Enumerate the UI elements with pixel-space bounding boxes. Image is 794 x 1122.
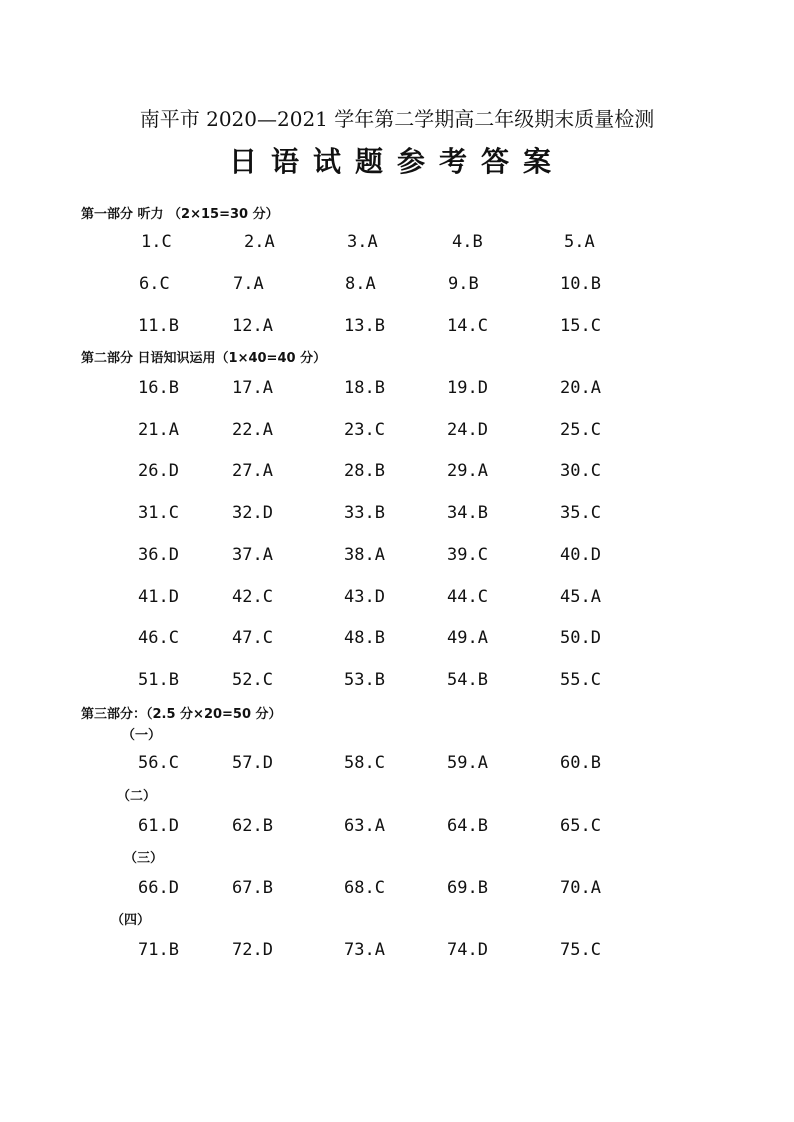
- answer-item: 17.A: [232, 378, 273, 398]
- answer-item: 55.C: [560, 670, 601, 690]
- answer-item: 59.A: [447, 753, 488, 773]
- answer-item: 10.B: [560, 274, 601, 294]
- answer-item: 52.C: [232, 670, 273, 690]
- answer-item: 70.A: [560, 878, 601, 898]
- answer-item: 71.B: [138, 940, 179, 960]
- answer-item: 72.D: [232, 940, 273, 960]
- answer-item: 2.A: [244, 232, 275, 252]
- answer-item: 24.D: [447, 420, 488, 440]
- answer-item: 12.A: [232, 316, 273, 336]
- sub-section-label: （四）: [111, 913, 151, 928]
- section-3-title: 第三部分：（2.5 分×20=50 分）: [81, 707, 282, 722]
- answer-item: 50.D: [560, 628, 601, 648]
- answer-item: 57.D: [232, 753, 273, 773]
- document-title: 日语试题参考答案: [228, 145, 565, 178]
- answer-row: [0, 628, 794, 652]
- answer-row: [0, 587, 794, 611]
- answer-item: 48.B: [344, 628, 385, 648]
- answer-row: [0, 420, 794, 444]
- answer-row: [0, 316, 794, 340]
- answer-item: 13.B: [344, 316, 385, 336]
- answer-item: 45.A: [560, 587, 601, 607]
- answer-item: 42.C: [232, 587, 273, 607]
- answer-item: 21.A: [138, 420, 179, 440]
- answer-item: 26.D: [138, 461, 179, 481]
- answer-item: 46.C: [138, 628, 179, 648]
- answer-item: 19.D: [447, 378, 488, 398]
- answer-row: [0, 461, 794, 485]
- answer-item: 32.D: [232, 503, 273, 523]
- answer-item: 69.B: [447, 878, 488, 898]
- answer-item: 38.A: [344, 545, 385, 565]
- answer-item: 67.B: [232, 878, 273, 898]
- answer-item: 34.B: [447, 503, 488, 523]
- answer-row: [0, 503, 794, 527]
- answer-item: 37.A: [232, 545, 273, 565]
- answer-row: [0, 670, 794, 694]
- answer-item: 11.B: [138, 316, 179, 336]
- answer-item: 3.A: [347, 232, 378, 252]
- answer-item: 47.C: [232, 628, 273, 648]
- answer-row: [0, 232, 794, 256]
- section-1-title: 第一部分 听力 （2×15=30 分）: [81, 207, 279, 222]
- answer-item: 7.A: [233, 274, 264, 294]
- answer-item: 54.B: [447, 670, 488, 690]
- answer-row: [0, 274, 794, 298]
- answer-item: 66.D: [138, 878, 179, 898]
- answer-item: 14.C: [447, 316, 488, 336]
- sub-section-label: （二）: [117, 789, 157, 804]
- answer-item: 58.C: [344, 753, 385, 773]
- answer-item: 4.B: [452, 232, 483, 252]
- answer-item: 64.B: [447, 816, 488, 836]
- answer-item: 15.C: [560, 316, 601, 336]
- answer-item: 23.C: [344, 420, 385, 440]
- answer-item: 27.A: [232, 461, 273, 481]
- answer-item: 44.C: [447, 587, 488, 607]
- answer-item: 1.C: [141, 232, 172, 252]
- answer-row: [0, 545, 794, 569]
- answer-item: 56.C: [138, 753, 179, 773]
- answer-item: 33.B: [344, 503, 385, 523]
- answer-item: 25.C: [560, 420, 601, 440]
- answer-item: 6.C: [139, 274, 170, 294]
- answer-item: 8.A: [345, 274, 376, 294]
- answer-item: 35.C: [560, 503, 601, 523]
- section-2-title: 第二部分 日语知识运用（1×40=40 分）: [81, 351, 327, 366]
- answer-item: 30.C: [560, 461, 601, 481]
- answer-item: 75.C: [560, 940, 601, 960]
- answer-item: 5.A: [564, 232, 595, 252]
- sub-section-label: （三）: [124, 851, 164, 866]
- answer-item: 61.D: [138, 816, 179, 836]
- answer-item: 41.D: [138, 587, 179, 607]
- answer-item: 65.C: [560, 816, 601, 836]
- answer-row: [0, 816, 794, 840]
- answer-item: 16.B: [138, 378, 179, 398]
- exam-header: 南平市 2020—2021 学年第二学期高二年级期末质量检测: [139, 107, 655, 131]
- answer-item: 31.C: [138, 503, 179, 523]
- answer-item: 28.B: [344, 461, 385, 481]
- answer-item: 9.B: [448, 274, 479, 294]
- answer-item: 62.B: [232, 816, 273, 836]
- answer-item: 20.A: [560, 378, 601, 398]
- answer-item: 29.A: [447, 461, 488, 481]
- answer-row: [0, 940, 794, 964]
- answer-item: 73.A: [344, 940, 385, 960]
- answer-row: [0, 878, 794, 902]
- answer-item: 74.D: [447, 940, 488, 960]
- sub-section-label: （一）: [122, 728, 162, 743]
- answer-item: 51.B: [138, 670, 179, 690]
- answer-item: 53.B: [344, 670, 385, 690]
- answer-item: 49.A: [447, 628, 488, 648]
- answer-item: 39.C: [447, 545, 488, 565]
- answer-item: 43.D: [344, 587, 385, 607]
- answer-item: 68.C: [344, 878, 385, 898]
- answer-row: [0, 378, 794, 402]
- answer-item: 60.B: [560, 753, 601, 773]
- answer-item: 36.D: [138, 545, 179, 565]
- answer-item: 22.A: [232, 420, 273, 440]
- answer-row: [0, 753, 794, 777]
- answer-item: 40.D: [560, 545, 601, 565]
- answer-item: 63.A: [344, 816, 385, 836]
- answer-item: 18.B: [344, 378, 385, 398]
